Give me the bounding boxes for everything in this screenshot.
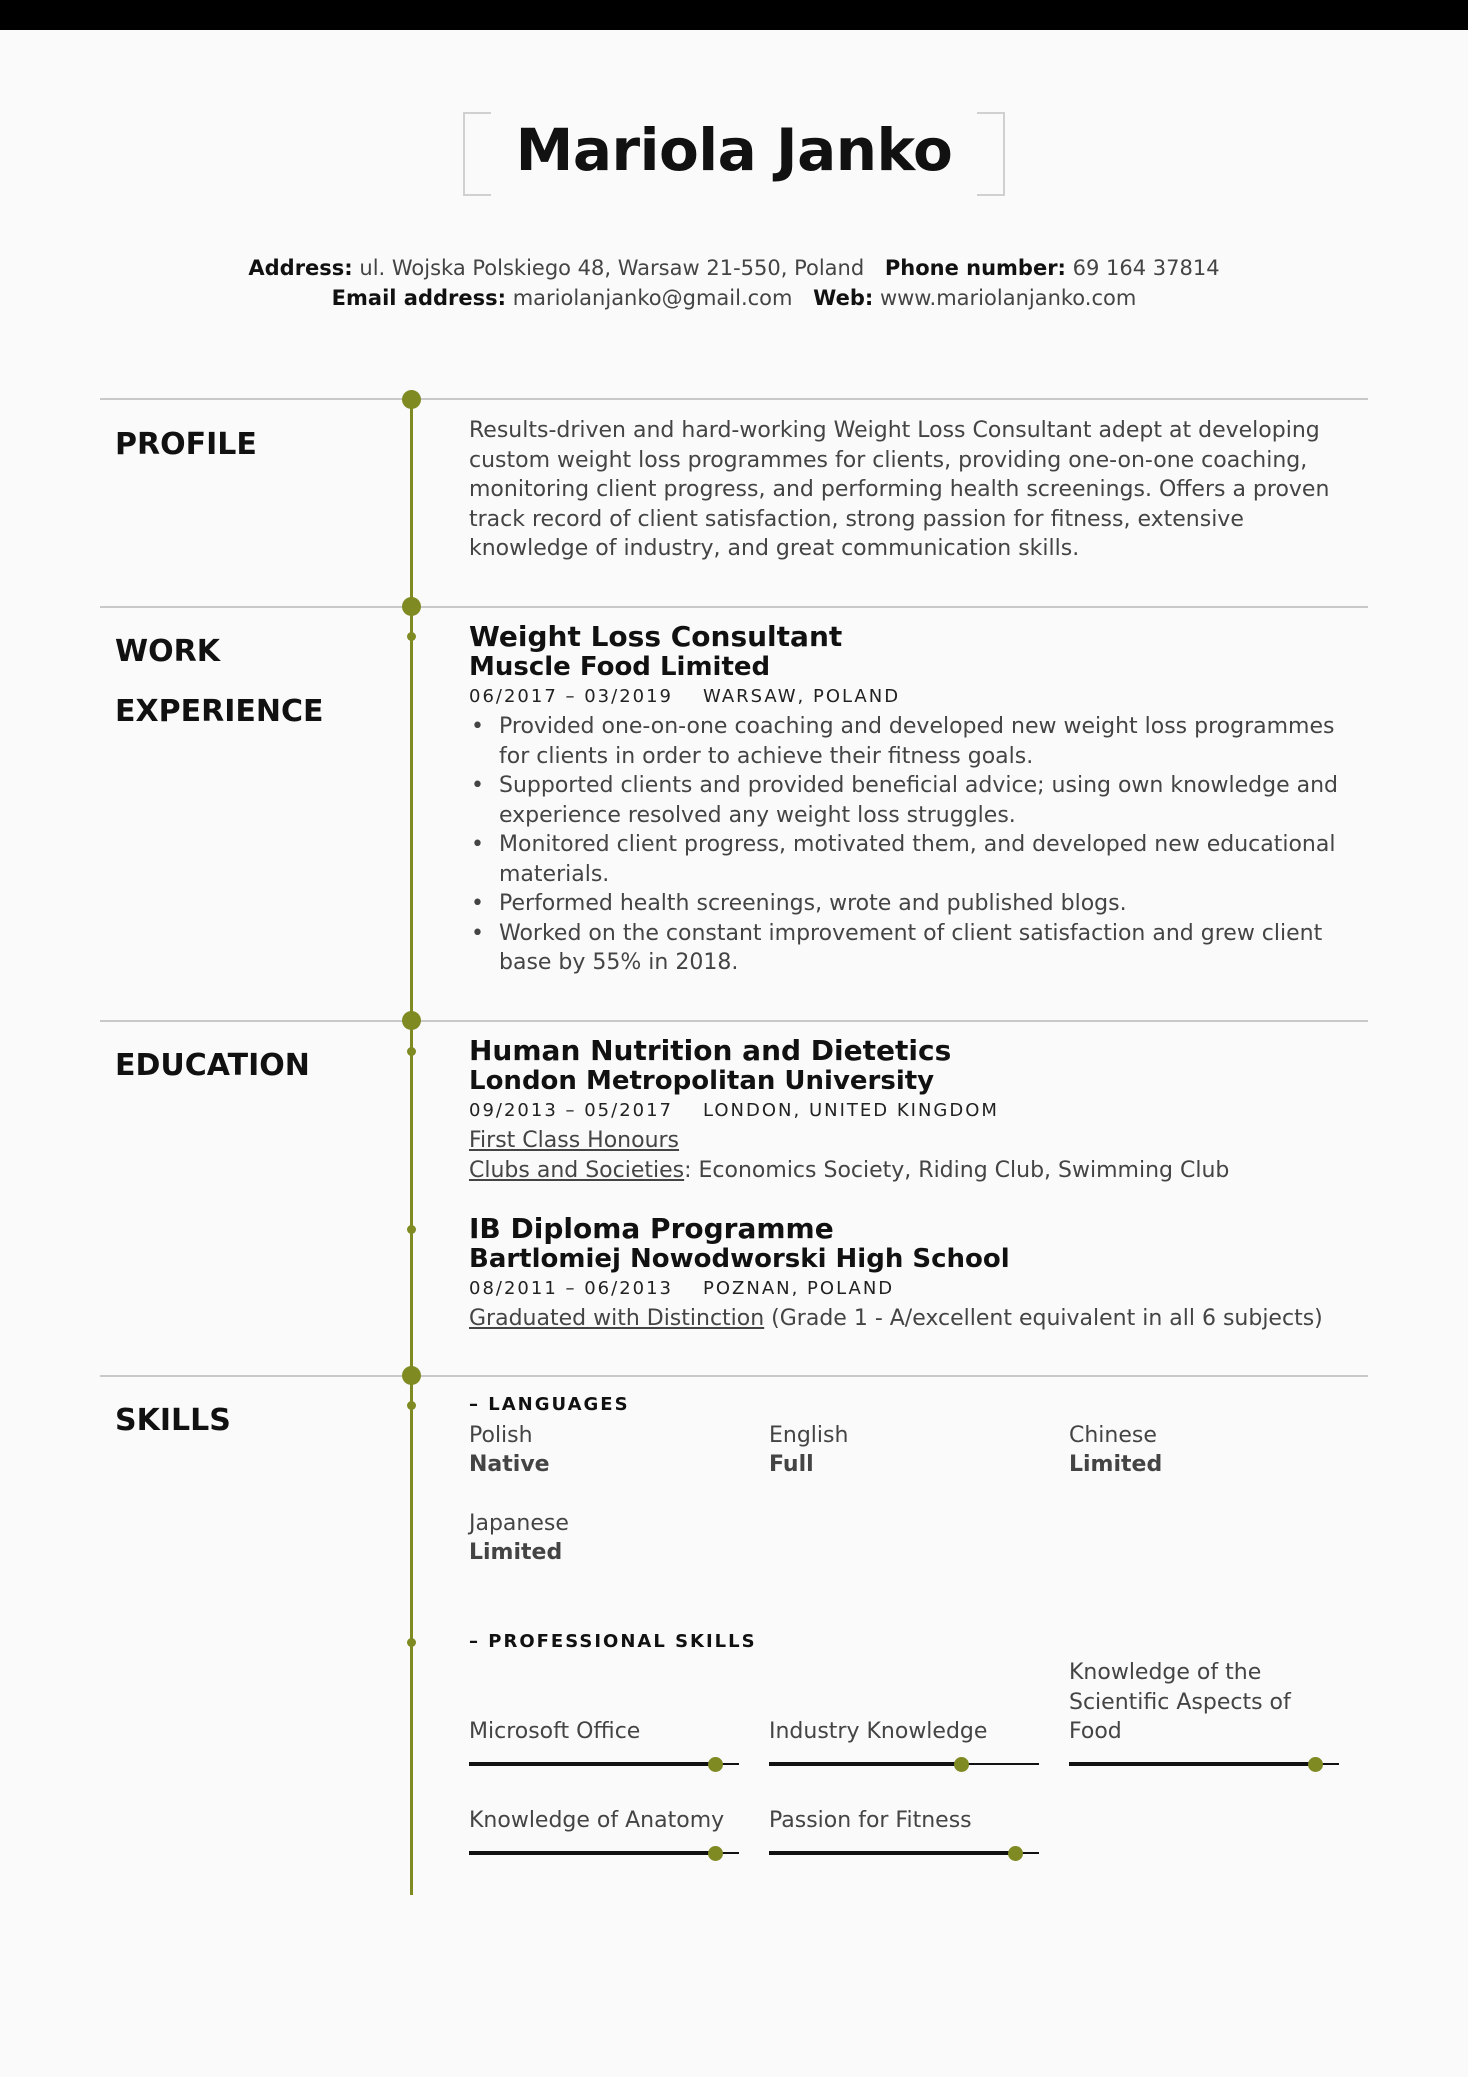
clubs-label: Clubs and Societies bbox=[469, 1157, 685, 1183]
education-location: POZNAN, POLAND bbox=[703, 1278, 895, 1299]
section-title-work-line2: EXPERIENCE bbox=[115, 694, 324, 729]
language-level: Native bbox=[469, 1452, 550, 1477]
list-item: • Provided one-on-one coaching and developed new weight loss programmes for clients in order to achieve their fitness goals. bbox=[469, 712, 1369, 771]
school-name: London Metropolitan University bbox=[469, 1066, 935, 1096]
list-item: • Monitored client progress, motivated them, and developed new educational materials. bbox=[469, 830, 1369, 889]
section-title-education: EDUCATION bbox=[115, 1048, 310, 1083]
languages-heading: – LANGUAGES bbox=[469, 1394, 630, 1415]
skill-name: Knowledge of the Scientific Aspects of Food bbox=[1069, 1660, 1291, 1744]
job-dates: 06/2017 – 03/2019 bbox=[469, 686, 673, 707]
distinction-label: Graduated with Distinction bbox=[469, 1306, 765, 1331]
list-item: • Supported clients and provided beneficial advice; using own knowledge and experience resolved any weight loss struggles. bbox=[469, 771, 1369, 830]
address-label: Address: bbox=[248, 256, 353, 280]
language-english bbox=[769, 1421, 1049, 1479]
job-location: WARSAW, POLAND bbox=[703, 686, 901, 707]
degree-title: IB Diploma Programme bbox=[469, 1212, 834, 1245]
language-name: Polish bbox=[469, 1423, 533, 1448]
distinction-line bbox=[469, 1304, 1369, 1334]
address-value: ul. Wojska Polskiego 48, Warsaw 21-550, Poland bbox=[359, 256, 865, 280]
list-item: • Worked on the constant improvement of client satisfaction and grew client base by 55% in 2018. bbox=[469, 919, 1369, 978]
language-name: English bbox=[769, 1423, 849, 1448]
skill-bar-filled bbox=[769, 1851, 1012, 1855]
web-value[interactable]: www.mariolanjanko.com bbox=[879, 286, 1137, 310]
phone-label: Phone number: bbox=[884, 256, 1066, 280]
top-bar bbox=[0, 0, 1468, 30]
education-entry-1 bbox=[469, 1036, 1369, 1185]
skill-name: Microsoft Office bbox=[469, 1719, 641, 1744]
skill-bar-remaining bbox=[958, 1763, 1039, 1765]
school-name: Bartlomiej Nowodworski High School bbox=[469, 1244, 1010, 1274]
language-name: Japanese bbox=[469, 1511, 569, 1536]
skill-name: Industry Knowledge bbox=[769, 1719, 988, 1744]
skill-bar-filled bbox=[769, 1762, 958, 1766]
contact-line-2 bbox=[0, 283, 1468, 313]
job-title: Weight Loss Consultant bbox=[469, 620, 843, 653]
timeline-dot-skills bbox=[402, 1366, 421, 1385]
section-title-work-line1: WORK bbox=[115, 634, 220, 669]
skill-level-knob bbox=[1008, 1846, 1023, 1861]
distinction-detail: (Grade 1 - A/excellent equivalent in all 6 subjects) bbox=[764, 1306, 1323, 1331]
skill-bar-filled bbox=[469, 1762, 712, 1766]
language-name: Chinese bbox=[1069, 1423, 1157, 1448]
skill-level-knob bbox=[708, 1757, 723, 1772]
section-title-work bbox=[115, 622, 323, 742]
profile-text: Results-driven and hard-working Weight Loss Consultant adept at developing custom weight loss programmes for clients, providing one-on-one coaching, monitoring client progress, and performing health screenings. Offers a proven track record of client satisfaction, strong passion for fitness, extensive knowledge of industry, and great communication skills. bbox=[469, 418, 1330, 561]
degree-title: Human Nutrition and Dietetics bbox=[469, 1034, 952, 1067]
skill-name: Passion for Fitness bbox=[769, 1808, 972, 1833]
name-header bbox=[463, 112, 1005, 196]
list-item: • Performed health screenings, wrote and published blogs. bbox=[469, 889, 1369, 919]
clubs-value: : Economics Society, Riding Club, Swimming Club bbox=[684, 1157, 1230, 1183]
language-level: Limited bbox=[469, 1540, 563, 1565]
clubs-line bbox=[469, 1156, 1369, 1186]
education-entry-2 bbox=[469, 1214, 1369, 1334]
skill-level-knob bbox=[1308, 1757, 1323, 1772]
skill-scientific-aspects bbox=[1069, 1658, 1309, 1747]
skill-microsoft-office bbox=[469, 1717, 739, 1747]
skill-bar-filled bbox=[469, 1851, 712, 1855]
timeline-dot-job bbox=[407, 632, 416, 641]
language-chinese bbox=[1069, 1421, 1349, 1479]
skill-industry-knowledge bbox=[769, 1717, 1039, 1747]
skill-anatomy bbox=[469, 1806, 739, 1836]
professional-skills-heading: – PROFESSIONAL SKILLS bbox=[469, 1631, 757, 1652]
email-label: Email address: bbox=[331, 286, 507, 310]
divider-profile bbox=[100, 398, 1368, 400]
timeline-dot-work bbox=[402, 597, 421, 616]
section-title-skills: SKILLS bbox=[115, 1403, 231, 1438]
divider-skills bbox=[100, 1375, 1368, 1377]
timeline-dot-education bbox=[402, 1011, 421, 1030]
honours-text: First Class Honours bbox=[469, 1128, 680, 1153]
language-level: Full bbox=[769, 1452, 814, 1477]
web-label: Web: bbox=[813, 286, 874, 310]
skill-bar-filled bbox=[1069, 1762, 1312, 1766]
skill-level-knob bbox=[708, 1846, 723, 1861]
timeline-dot-edu-1 bbox=[407, 1047, 416, 1056]
honours-line bbox=[469, 1126, 1369, 1156]
education-dates: 08/2011 – 06/2013 bbox=[469, 1278, 673, 1299]
skill-name: Knowledge of Anatomy bbox=[469, 1808, 725, 1833]
contact-line-1 bbox=[0, 253, 1468, 283]
timeline-dot-edu-2 bbox=[407, 1225, 416, 1234]
job-meta bbox=[469, 682, 1369, 712]
timeline-line bbox=[410, 398, 413, 1895]
education-dates: 09/2013 – 05/2017 bbox=[469, 1100, 673, 1121]
phone-value: 69 164 37814 bbox=[1072, 256, 1220, 280]
timeline-dot-languages bbox=[407, 1401, 416, 1410]
job-company: Muscle Food Limited bbox=[469, 652, 771, 682]
education-location: LONDON, UNITED KINGDOM bbox=[703, 1100, 999, 1121]
skill-level-knob bbox=[954, 1757, 969, 1772]
language-level: Limited bbox=[1069, 1452, 1163, 1477]
language-japanese bbox=[469, 1509, 749, 1567]
language-polish bbox=[469, 1421, 749, 1479]
section-title-profile: PROFILE bbox=[115, 427, 257, 462]
timeline-dot-professional bbox=[407, 1638, 416, 1647]
skill-fitness bbox=[769, 1806, 1039, 1836]
email-value[interactable]: mariolanjanko@gmail.com bbox=[512, 286, 793, 310]
work-content bbox=[469, 622, 1369, 978]
profile-content bbox=[469, 416, 1369, 564]
education-meta bbox=[469, 1096, 1369, 1126]
timeline-dot-profile bbox=[402, 390, 421, 409]
divider-work bbox=[100, 606, 1368, 608]
candidate-name: Mariola Janko bbox=[515, 116, 953, 184]
job-bullets bbox=[469, 712, 1369, 978]
divider-education bbox=[100, 1020, 1368, 1022]
education-meta bbox=[469, 1274, 1369, 1304]
